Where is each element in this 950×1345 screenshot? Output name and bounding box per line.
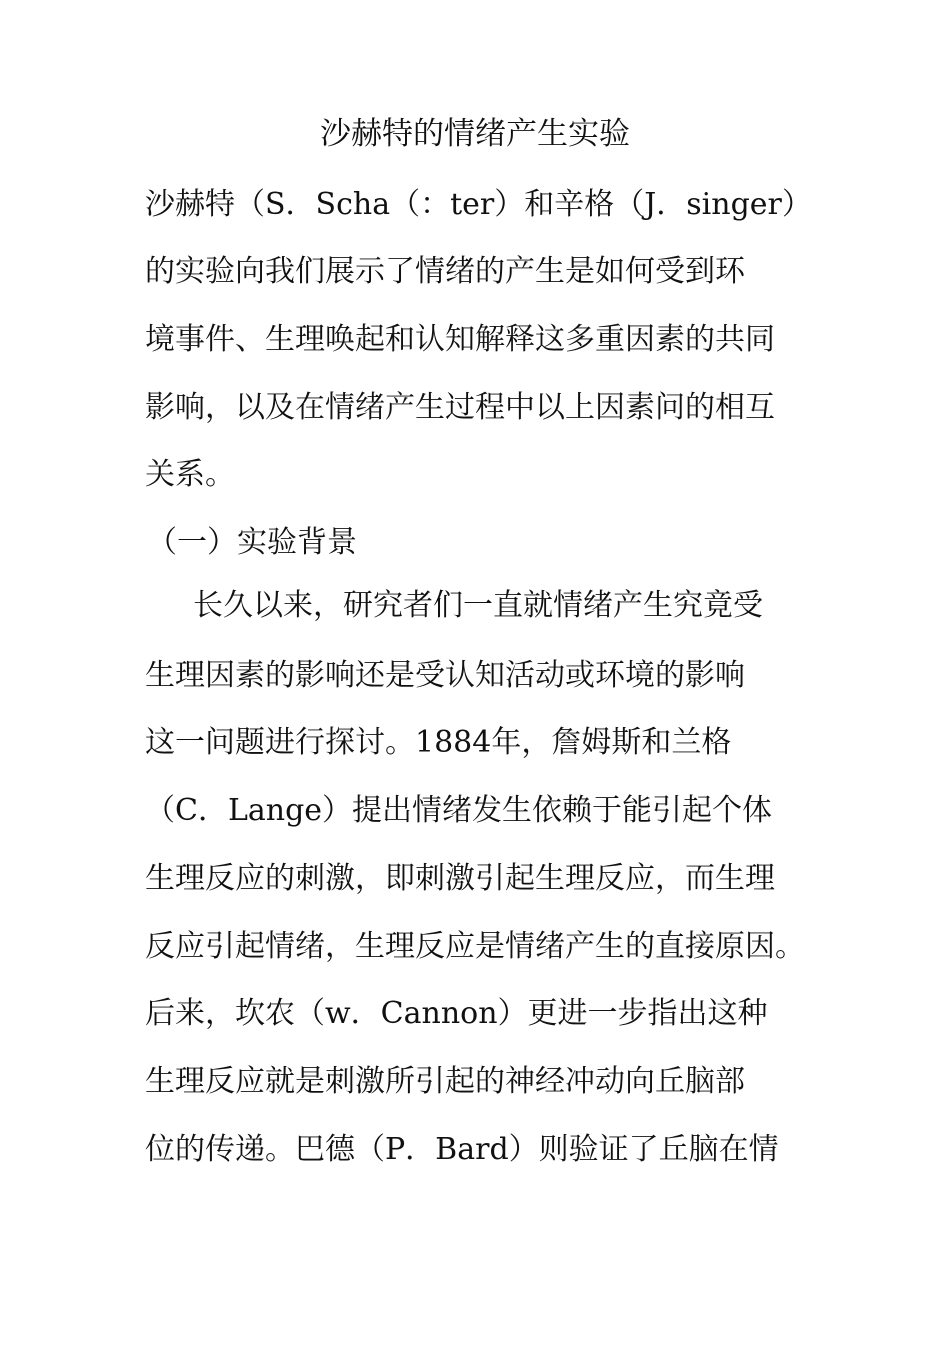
intro-line-1: 沙赫特（S．Scha（：ter）和辛格（J．singer） (145, 187, 812, 222)
body-line-6: 反应引起情绪，生理反应是情绪产生的直接原因。 (145, 929, 805, 964)
intro-line-4: 影响，以及在情绪产生过程中以上因素问的相互 (145, 390, 775, 425)
body-line-7: 后来，坎农（w．Cannon）更进一步指出这种 (145, 996, 768, 1031)
body-line-4: （C．Lange）提出情绪发生依赖于能引起个体 (145, 793, 773, 828)
body-line-5: 生理反应的刺激，即刺激引起生理反应，而生理 (145, 861, 775, 896)
document-title: 沙赫特的情绪产生实验 (320, 116, 630, 152)
body-line-8: 生理反应就是刺激所引起的神经冲动向丘脑部 (145, 1064, 745, 1099)
intro-line-5: 关系。 (145, 457, 235, 492)
section-heading: （一）实验背景 (147, 525, 357, 560)
body-line-1: 长久以来，研究者们一直就情绪产生究竟受 (193, 588, 763, 623)
body-line-2: 生理因素的影响还是受认知活动或环境的影响 (145, 658, 745, 693)
body-line-9: 位的传递。巴德（P．Bard）则验证了丘脑在情 (145, 1132, 779, 1167)
intro-line-3: 境事件、生理唤起和认知解释这多重因素的共同 (145, 322, 775, 357)
body-line-3: 这一问题进行探讨。1884年，詹姆斯和兰格 (145, 725, 732, 760)
intro-line-2: 的实验向我们展示了情绪的产生是如何受到环 (145, 254, 745, 289)
